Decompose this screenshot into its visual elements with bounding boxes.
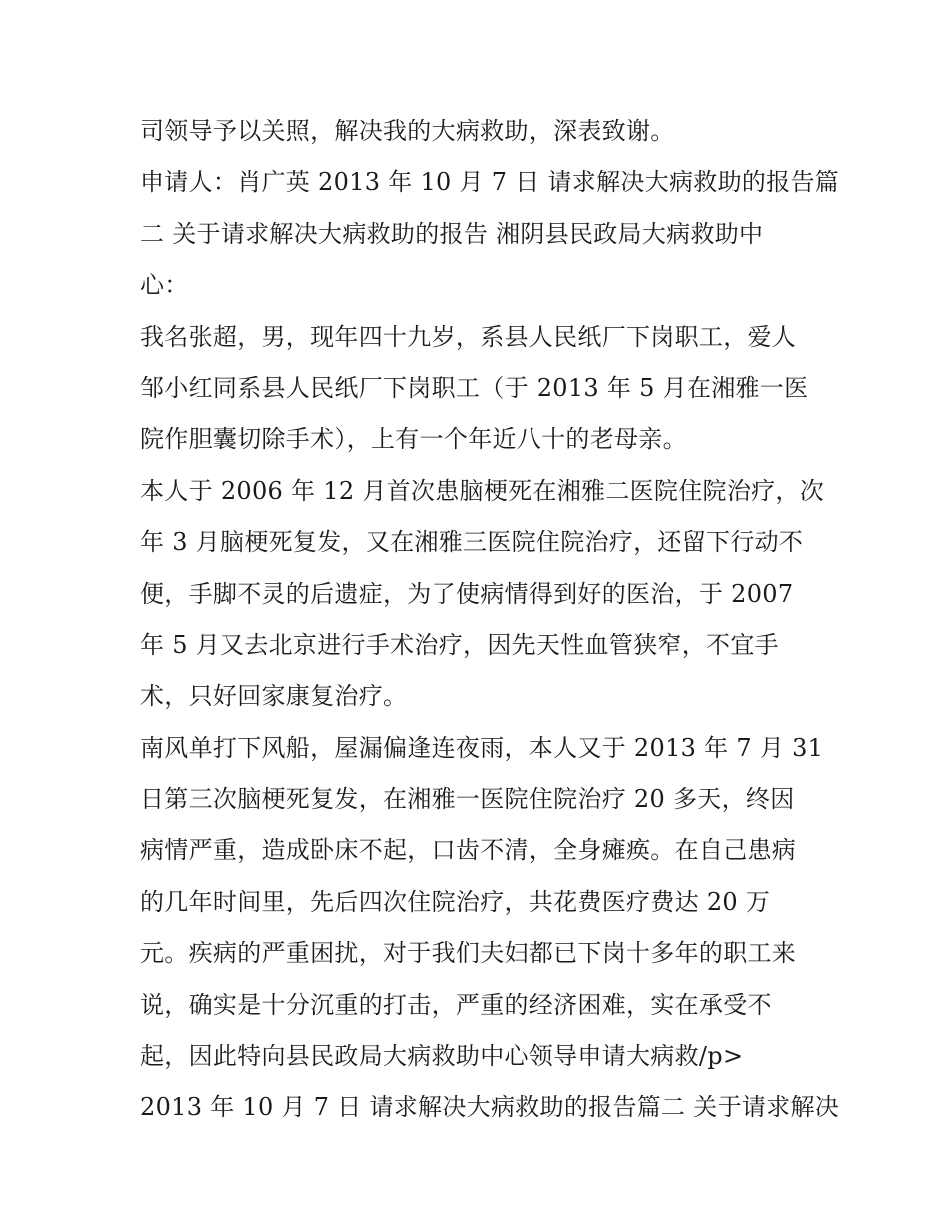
text-line: 院作胆囊切除手术），上有一个年近八十的老母亲。 [140, 425, 687, 454]
text-line: 2013 年 10 月 7 日 请求解决大病救助的报告篇二 关于请求解决 [140, 1093, 840, 1122]
text-line: 邹小红同系县人民纸厂下岗职工（于 2013 年 5 月在湘雅一医 [140, 373, 809, 402]
text-line: 起，因此特向县民政局大病救助中心领导申请大病救/p> [140, 1042, 744, 1071]
text-line: 便，手脚不灵的后遗症，为了使病情得到好的医治，于 2007 [140, 579, 794, 608]
text-line: 的几年时间里，先后四次住院治疗，共花费医疗费达 20 万 [140, 887, 771, 916]
text-line: 年 3 月脑梗死复发，又在湘雅三医院住院治疗，还留下行动不 [140, 528, 804, 557]
document-body [140, 106, 840, 1134]
text-line: 心： [140, 271, 189, 300]
text-line: 日第三次脑梗死复发，在湘雅一医院住院治疗 20 多天，终因 [140, 785, 795, 814]
text-line: 司领导予以关照，解决我的大病救助，深表致谢。 [140, 117, 675, 145]
text-line: 二 关于请求解决大病救助的报告 湘阴县民政局大病救助中 [140, 219, 764, 248]
text-line: 我名张超，男，现年四十九岁，系县人民纸厂下岗职工，爱人 [140, 322, 797, 351]
text-line: 南风单打下风船，屋漏偏逢连夜雨，本人又于 2013 年 7 月 31 [140, 733, 824, 762]
text-line: 申请人：肖广英 2013 年 10 月 7 日 请求解决大病救助的报告篇 [140, 168, 840, 197]
text-line: 病情严重，造成卧床不起，口齿不清，全身瘫痪。在自己患病 [140, 836, 797, 865]
text-line: 年 5 月又去北京进行手术治疗，因先天性血管狭窄，不宜手 [140, 630, 779, 659]
text-line: 术，只好回家康复治疗。 [140, 682, 408, 711]
text-line: 元。疾病的严重困扰，对于我们夫妇都已下岗十多年的职工来 [140, 939, 797, 968]
text-line: 本人于 2006 年 12 月首次患脑梗死在湘雅二医院住院治疗，次 [140, 476, 825, 505]
text-line: 说，确实是十分沉重的打击，严重的经济困难，实在承受不 [140, 990, 772, 1019]
